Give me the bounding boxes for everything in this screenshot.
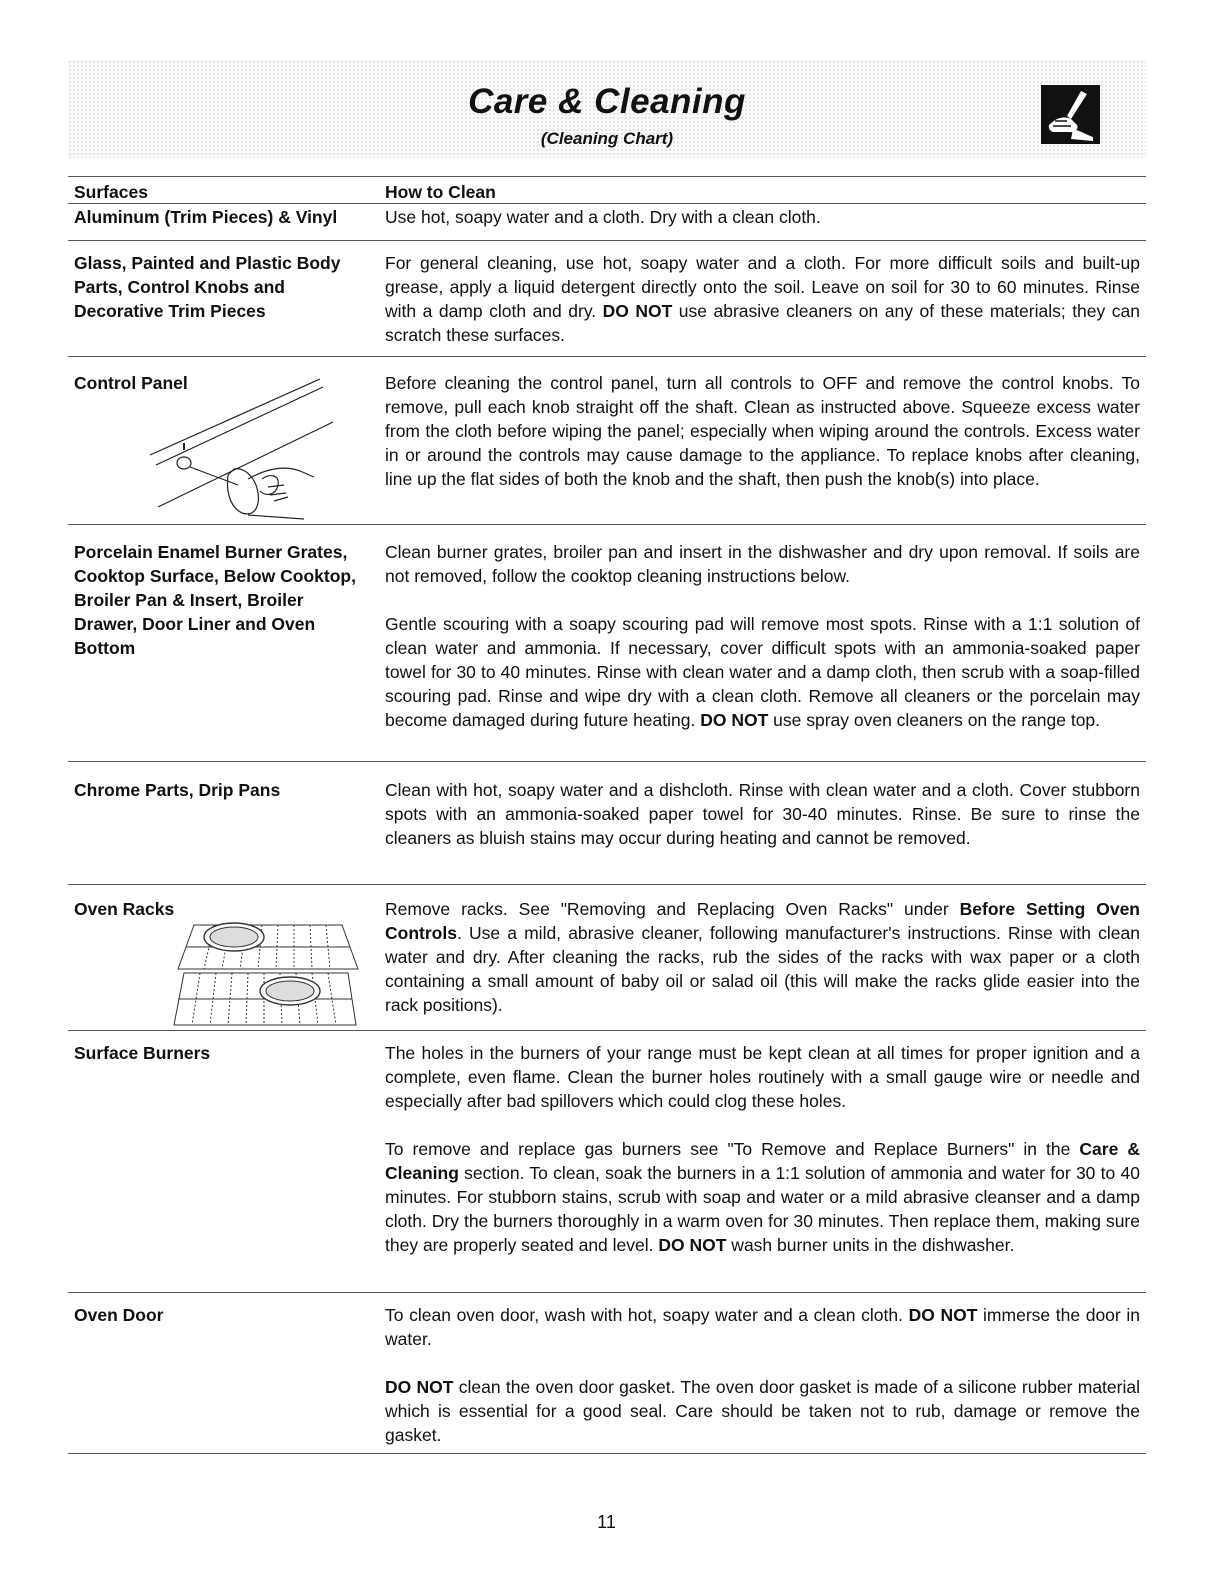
table-row <box>68 241 1146 357</box>
surface-label: Aluminum (Trim Pieces) & Vinyl <box>74 207 338 227</box>
cleaning-instructions <box>385 540 1140 732</box>
instruction-text: To remove and replace gas burners see "To Remove and Replace Burners" in the Care & Cleaning section. To clean, soak the burners in a 1:1 solution of ammonia and water for 30 to 40 minutes. For stubborn stains, scrub with soap and water or a mild abrasive cleanser and a damp cloth. Dry the burners thoroughly in a warm oven for 30 minutes. Then replace them, making sure they are properly seated and level. DO NOT wash burner units in the dishwasher. <box>385 1139 1140 1255</box>
cleaning-instructions <box>385 778 1140 850</box>
instruction-text: To clean oven door, wash with hot, soapy water and a clean cloth. DO NOT immerse the door in water. <box>385 1305 1140 1349</box>
table-row <box>68 1293 1146 1454</box>
instruction-text: Clean with hot, soapy water and a dishcloth. Rinse with clean water and a cloth. Cover stubborn spots with an ammonia-soaked paper towel for 30-40 minutes. Rinse. Be sure to rinse the cleaners as bluish stains may occur during heating and cannot be removed. <box>385 780 1140 848</box>
cleaning-instructions <box>385 897 1140 1017</box>
surface-label: Chrome Parts, Drip Pans <box>74 780 281 800</box>
surface-label: Glass, Painted and Plastic Body Parts, Control Knobs and Decorative Trim Pieces <box>74 253 341 321</box>
instruction-text: The holes in the burners of your range must be kept clean at all times for proper ignition and a complete, even flame. Clean the burner holes routinely with a small gauge wire or needle and especially after bad spillovers which could clog these holes. <box>385 1043 1140 1111</box>
hand-cleaning-icon <box>1041 85 1100 144</box>
instruction-text: Clean burner grates, broiler pan and insert in the dishwasher and dry upon removal. If soils are not removed, follow the cooktop cleaning instructions below. <box>385 542 1140 586</box>
table-row <box>68 357 1146 525</box>
cleaning-instructions <box>385 371 1140 491</box>
table-row <box>68 525 1146 762</box>
page-subtitle: (Cleaning Chart) <box>540 129 674 148</box>
instruction-text: Gentle scouring with a soapy scouring pad will remove most spots. Rinse with a 1:1 solution of clean water and ammonia. If necessary, cover difficult spots with an ammonia-soaked paper towel for 30 to 40 minutes. Rinse with clean water and a damp cloth, then scrub with a soap-filled scouring pad. Rinse and wipe dry with a clean cloth. Remove all cleaners or the porcelain may become damaged during future heating. DO NOT use spray oven cleaners on the range top. <box>385 614 1140 730</box>
surface-label: Surface Burners <box>74 1043 211 1063</box>
column-surfaces: Surfaces <box>74 182 148 202</box>
surface-label: Oven Door <box>74 1305 164 1325</box>
instruction-text: Remove racks. See "Removing and Replacing Oven Racks" under Before Setting Oven Controls. Use a mild, abrasive cleaner, following manufacturer's instructions. Rinse with clean water and dry. After cleaning the racks, rub the sides of the racks with wax paper or a cloth containing a small amount of baby oil or salad oil (this will make the racks glide easier into the rack positions). <box>385 899 1140 1015</box>
control-knob-illustration <box>108 367 368 522</box>
table-header <box>68 176 1146 204</box>
header-banner <box>68 60 1146 158</box>
surface-label: Oven Racks <box>74 899 175 919</box>
table-row <box>68 203 1146 241</box>
instruction-text: DO NOT clean the oven door gasket. The oven door gasket is made of a silicone rubber material which is essential for a good seal. Care should be taken not to rub, damage or remove the gasket. <box>385 1377 1140 1445</box>
table-row <box>68 762 1146 885</box>
page-title: Care & Cleaning <box>468 82 746 121</box>
cleaning-instructions <box>385 1041 1140 1257</box>
instruction-text: Use hot, soapy water and a cloth. Dry with a clean cloth. <box>385 207 821 227</box>
table-row <box>68 885 1146 1031</box>
surface-label: Control Panel <box>74 373 188 393</box>
oven-rack-illustration <box>164 917 364 1029</box>
cleaning-instructions <box>385 205 1140 229</box>
column-how-to-clean: How to Clean <box>385 182 496 202</box>
cleaning-instructions <box>385 1303 1140 1447</box>
page-number: 11 <box>597 1512 616 1532</box>
cleaning-instructions <box>385 251 1140 347</box>
table-row <box>68 1031 1146 1293</box>
surface-label: Porcelain Enamel Burner Grates, Cooktop Surface, Below Cooktop, Broiler Pan & Insert, Broiler Drawer, Door Liner and Oven Bottom <box>74 542 356 658</box>
instruction-text: Before cleaning the control panel, turn all controls to OFF and remove the control knobs. To remove, pull each knob straight off the shaft. Clean as instructed above. Squeeze excess water from the cloth before wiping the panel; especially when wiping around the controls. Excess water in or around the controls may cause damage to the appliance. To replace knobs after cleaning, line up the flat sides of both the knob and the shaft, then push the knob(s) into place. <box>385 373 1140 489</box>
instruction-text: For general cleaning, use hot, soapy water and a cloth. For more difficult soils and built-up grease, apply a liquid detergent directly onto the soil. Leave on soil for 30 to 60 minutes. Rinse with a damp cloth and dry. DO NOT use abrasive cleaners on any of these materials; they can scratch these surfaces. <box>385 253 1140 345</box>
